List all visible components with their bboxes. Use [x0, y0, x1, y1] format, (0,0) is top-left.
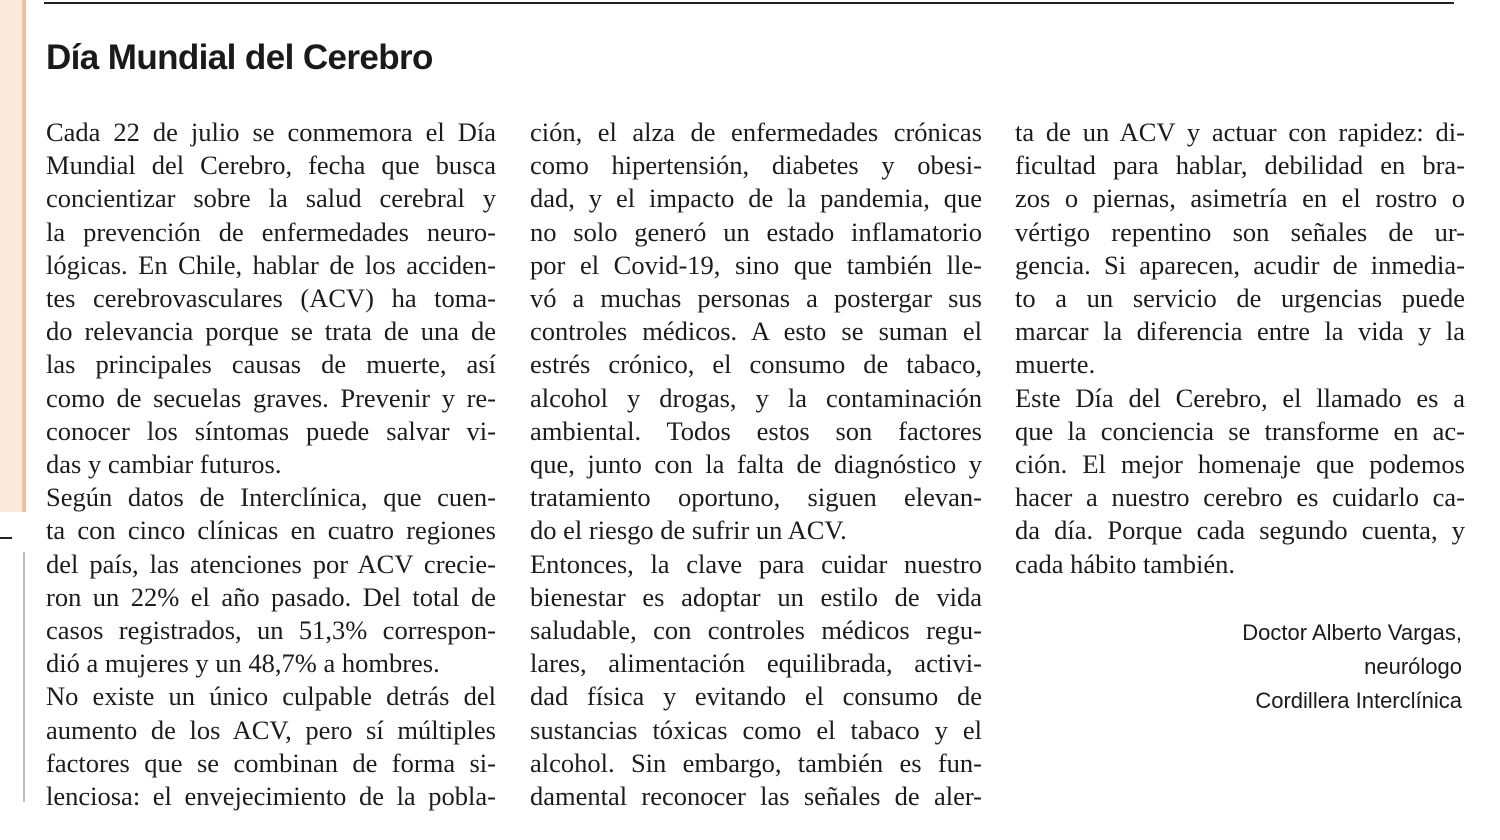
text-line: dad, y el impacto de la pandemia, que: [530, 183, 982, 214]
text-line: factores que se combinan de forma si-: [46, 747, 496, 778]
article-column-2: [530, 116, 982, 813]
text-line: concientizar sobre la salud cerebral y: [46, 183, 496, 214]
text-line: del país, las atenciones por ACV crecie-: [46, 548, 496, 579]
text-line: saludable, con controles médicos regu-: [530, 615, 982, 646]
text-line: gencia. Si aparecen, acudir de inmedia-: [1015, 249, 1465, 280]
text-line: lenciosa: el envejecimiento de la pobla-: [46, 781, 496, 812]
text-line: sustancias tóxicas como el tabaco y el: [530, 714, 982, 745]
text-line: das y cambiar futuros.: [46, 449, 282, 480]
paragraph-1: [46, 116, 496, 481]
article-column-3: [1015, 116, 1465, 581]
author-signature: [1100, 616, 1462, 718]
author-institution: Cordillera Interclínica: [1255, 688, 1462, 713]
text-line: tes cerebrovasculares (ACV) ha toma-: [46, 283, 496, 314]
text-line: tratamiento oportuno, siguen elevan-: [530, 482, 982, 513]
text-line: por el Covid-19, sino que también lle-: [530, 249, 982, 280]
text-line: ción, el alza de enfermedades crónicas: [530, 117, 982, 147]
text-line: muerte.: [1015, 349, 1096, 380]
paragraph-3: [46, 680, 496, 813]
text-line: da día. Porque cada segundo cuenta, y: [1015, 515, 1465, 546]
text-line: las principales causas de muerte, así: [46, 349, 496, 380]
text-line: Entonces, la clave para cuidar nuestro: [530, 548, 982, 579]
text-line: la prevención de enfermedades neuro-: [46, 216, 496, 247]
text-line: que, junto con la falta de diagnóstico y: [530, 449, 982, 480]
text-line: Mundial del Cerebro, fecha que busca: [46, 150, 496, 181]
text-line: que la conciencia se transforme en ac-: [1015, 415, 1465, 446]
text-line: damental reconocer las señales de aler-: [530, 781, 982, 812]
text-line: Cada 22 de julio se conmemora el Día: [46, 117, 496, 147]
text-line: ficultad para hablar, debilidad en bra-: [1015, 150, 1465, 181]
paragraph-4: [530, 548, 982, 814]
column-divider-line: [23, 552, 25, 802]
text-line: ron un 22% el año pasado. Del total de: [46, 581, 496, 612]
text-line: como de secuelas graves. Prevenir y re-: [46, 382, 496, 413]
text-line: cada hábito también.: [1015, 548, 1236, 579]
paragraph-2: [46, 481, 496, 680]
text-line: hacer a nuestro cerebro es cuidarlo ca-: [1015, 482, 1465, 513]
text-line: dad física y evitando el consumo de: [530, 681, 982, 712]
paragraph-5: [1015, 382, 1465, 581]
text-line: lares, alimentación equilibrada, activi-: [530, 648, 982, 679]
text-line: marcar la diferencia entre la vida y la: [1015, 316, 1465, 347]
paragraph-3-cont: [530, 116, 982, 548]
author-role: neurólogo: [1364, 654, 1462, 679]
author-name: Doctor Alberto Vargas,: [1242, 620, 1462, 645]
text-line: to a un servicio de urgencias puede: [1015, 283, 1465, 314]
text-line: ta de un ACV y actuar con rapidez: di-: [1015, 117, 1465, 147]
article-column-1: [46, 116, 496, 813]
text-line: vértigo repentino son señales de ur-: [1015, 216, 1465, 247]
paragraph-4-cont: [1015, 116, 1465, 382]
text-line: ción. El mejor homenaje que podemos: [1015, 449, 1465, 480]
text-line: alcohol. Sin embargo, también es fun-: [530, 747, 982, 778]
text-line: ta con cinco clínicas en cuatro regiones: [46, 515, 496, 546]
text-line: como hipertensión, diabetes y obesi-: [530, 150, 982, 181]
text-line: ambiental. Todos estos son factores: [530, 415, 982, 446]
text-line: zos o piernas, asimetría en el rostro o: [1015, 183, 1465, 214]
text-line: no solo generó un estado inflamatorio: [530, 216, 982, 247]
left-rule-line: [22, 0, 26, 512]
text-line: aumento de los ACV, pero sí múltiples: [46, 714, 496, 745]
text-line: lógicas. En Chile, hablar de los acciden-: [46, 249, 496, 280]
text-line: bienestar es adoptar un estilo de vida: [530, 581, 982, 612]
text-line: do relevancia porque se trata de una de: [46, 316, 496, 347]
text-line: Según datos de Interclínica, que cuen-: [46, 482, 496, 513]
text-line: controles médicos. A esto se suman el: [530, 316, 982, 347]
top-rule: [44, 2, 1454, 4]
text-line: estrés crónico, el consumo de tabaco,: [530, 349, 982, 380]
article-headline: Día Mundial del Cerebro: [46, 38, 433, 77]
text-line: vó a muchas personas a postergar sus: [530, 283, 982, 314]
text-line: alcohol y drogas, y la contaminación: [530, 382, 982, 413]
column-tick: [0, 537, 12, 539]
text-line: casos registrados, un 51,3% correspon-: [46, 615, 496, 646]
text-line: dió a mujeres y un 48,7% a hombres.: [46, 648, 440, 679]
text-line: No existe un único culpable detrás del: [46, 681, 496, 712]
text-line: conocer los síntomas puede salvar vi-: [46, 415, 496, 446]
text-line: Este Día del Cerebro, el llamado es a: [1015, 382, 1465, 413]
text-line: do el riesgo de sufrir un ACV.: [530, 515, 847, 546]
